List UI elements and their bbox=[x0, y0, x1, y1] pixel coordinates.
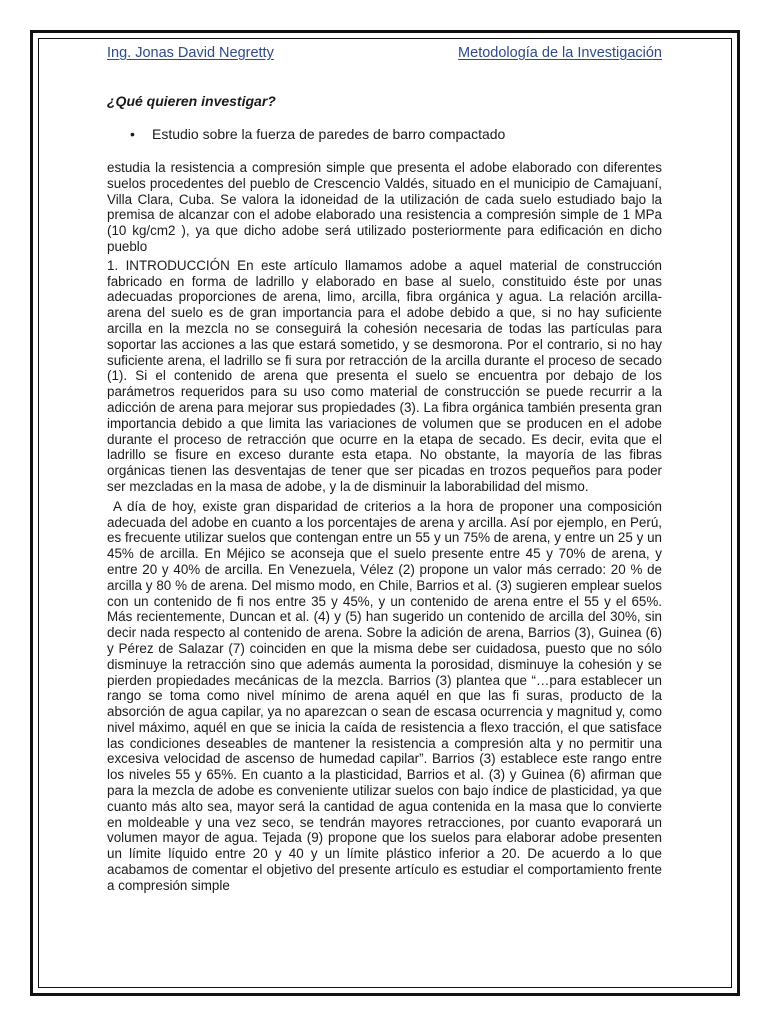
document-body bbox=[107, 160, 662, 897]
header-author: Ing. Jonas David Negretty bbox=[107, 45, 274, 61]
paragraph-introduction: 1. INTRODUCCIÓN En este artículo llamamos adobe a aquel material de construcción fabricado en forma de ladrillo y elaborado en base al suelo, constituido éste por unas adecuadas proporciones de arena, limo, arcilla, fibra orgánica y agua. La relación arcilla-arena del suelo es de gran importancia para el adobe debido a que, si no hay suficiente arcilla en la mezcla no se conseguirá la cohesión necesaria de todas las partículas para soportar las acciones a las que estará sometido, y se desmorona. Por el contrario, si no hay suficiente arena, el ladrillo se fi sura por retracción de la arcilla durante el proceso de secado (1). Si el contenido de arena que presenta el suelo se encuentra por debajo de los parámetros requeridos para su uso como material de construcción se puede recurrir a la adicción de arena para mejorar sus propiedades (3). La fibra orgánica también presenta gran importancia debido a que limita las variaciones de volumen que se producen en el adobe durante el proceso de retracción que ocurre en la etapa de secado. Es decir, evita que el ladrillo se fisure en exceso durante esta etapa. No obstante, la mayoría de las fibras orgánicas tienen las desventajas de tener que ser picadas en trozos pequeños para poder ser mezcladas en la masa de adobe, y la de disminuir la laborabilidad del mismo. bbox=[107, 257, 662, 494]
paragraph-abstract: estudia la resistencia a compresión simple que presenta el adobe elaborado con diferentes suelos procedentes del pueblo de Crescencio Valdés, situado en el municipio de Camajuaní, Villa Clara, Cuba. Se valora la idoneidad de la utilización de cada suelo estudiado bajo la premisa de alcanzar con el adobe elaborado una resistencia a compresión simple de 1 MPa (10 kg/cm2 ), ya que dicho adobe será utilizado posteriormente para edificación en dicho pueblo bbox=[107, 160, 662, 254]
bullet-text: Estudio sobre la fuerza de paredes de barro compactado bbox=[152, 126, 506, 142]
paragraph-composition: A día de hoy, existe gran disparidad de criterios a la hora de proponer una composición adecuada del adobe en cuanto a los porcentajes de arena y arcilla. Así por ejemplo, en Perú, es frecuente utilizar suelos que contengan entre un 55 y un 75% de arena, y entre un 25 y un 45% de arcilla. En Méjico se aconseja que el suelo presente entre 45 y 70% de arena, y entre 20 y 40% de arcilla. En Venezuela, Vélez (2) propone un valor más cerrado: 20 % de arcilla y 80 % de arena. Del mismo modo, en Chile, Barrios et al. (3) sugieren emplear suelos con un contenido de fi nos entre 35 y 45%, y un contenido de arena entre el 55 y el 65%. Más recientemente, Duncan et al. (4) y (5) han sugerido un contenido de arcilla del 30%, sin decir nada respecto al contenido de arena. Sobre la adición de arena, Barrios (3), Guinea (6) y Pérez de Salazar (7) coinciden en que la misma debe ser cuidadosa, puesto que no sólo disminuye la retracción sino que además aumenta la porosidad, disminuye la cohesión y se pierden propiedades mecánicas de la mezcla. Barrios (3) plantea que “…para establecer un rango se toma como nivel mínimo de arena aquél en que las fi suras, producto de la absorción de agua capilar, ya no aparezcan o sean de escasa ocurrencia y magnitud y, como nivel máximo, aquél en que se inicia la caída de resistencia a flexo tracción, el que satisface las condiciones deseables de mantener la resistencia a compresión alta y no permitir una excesiva velocidad de ascenso de humedad capilar”. Barrios (3) establece este rango entre los niveles 55 y 65%. En cuanto a la plasticidad, Barrios et al. (3) y Guinea (6) afirman que para la mezcla de adobe es conveniente utilizar suelos con bajo índice de plasticidad, ya que cuanto más alto sea, mayor será la cantidad de agua contenida en la masa que lo convierte en moldeable y una vez seco, se tendrán mayores retracciones, por cuanto evaporará un volumen mayor de agua. Tejada (9) propone que los suelos para elaborar adobe presenten un límite líquido entre 20 y 40 y un límite plástico inferior a 20. De acuerdo a lo que acabamos de comentar el objetivo del presente artículo es estudiar el comportamiento frente a compresión simple bbox=[107, 498, 662, 893]
bullet-dot-icon: • bbox=[130, 126, 135, 142]
header-course: Metodología de la Investigación bbox=[458, 45, 662, 61]
bullet-item bbox=[130, 126, 505, 142]
section-question: ¿Qué quieren investigar? bbox=[107, 93, 276, 109]
page-header bbox=[107, 45, 662, 61]
